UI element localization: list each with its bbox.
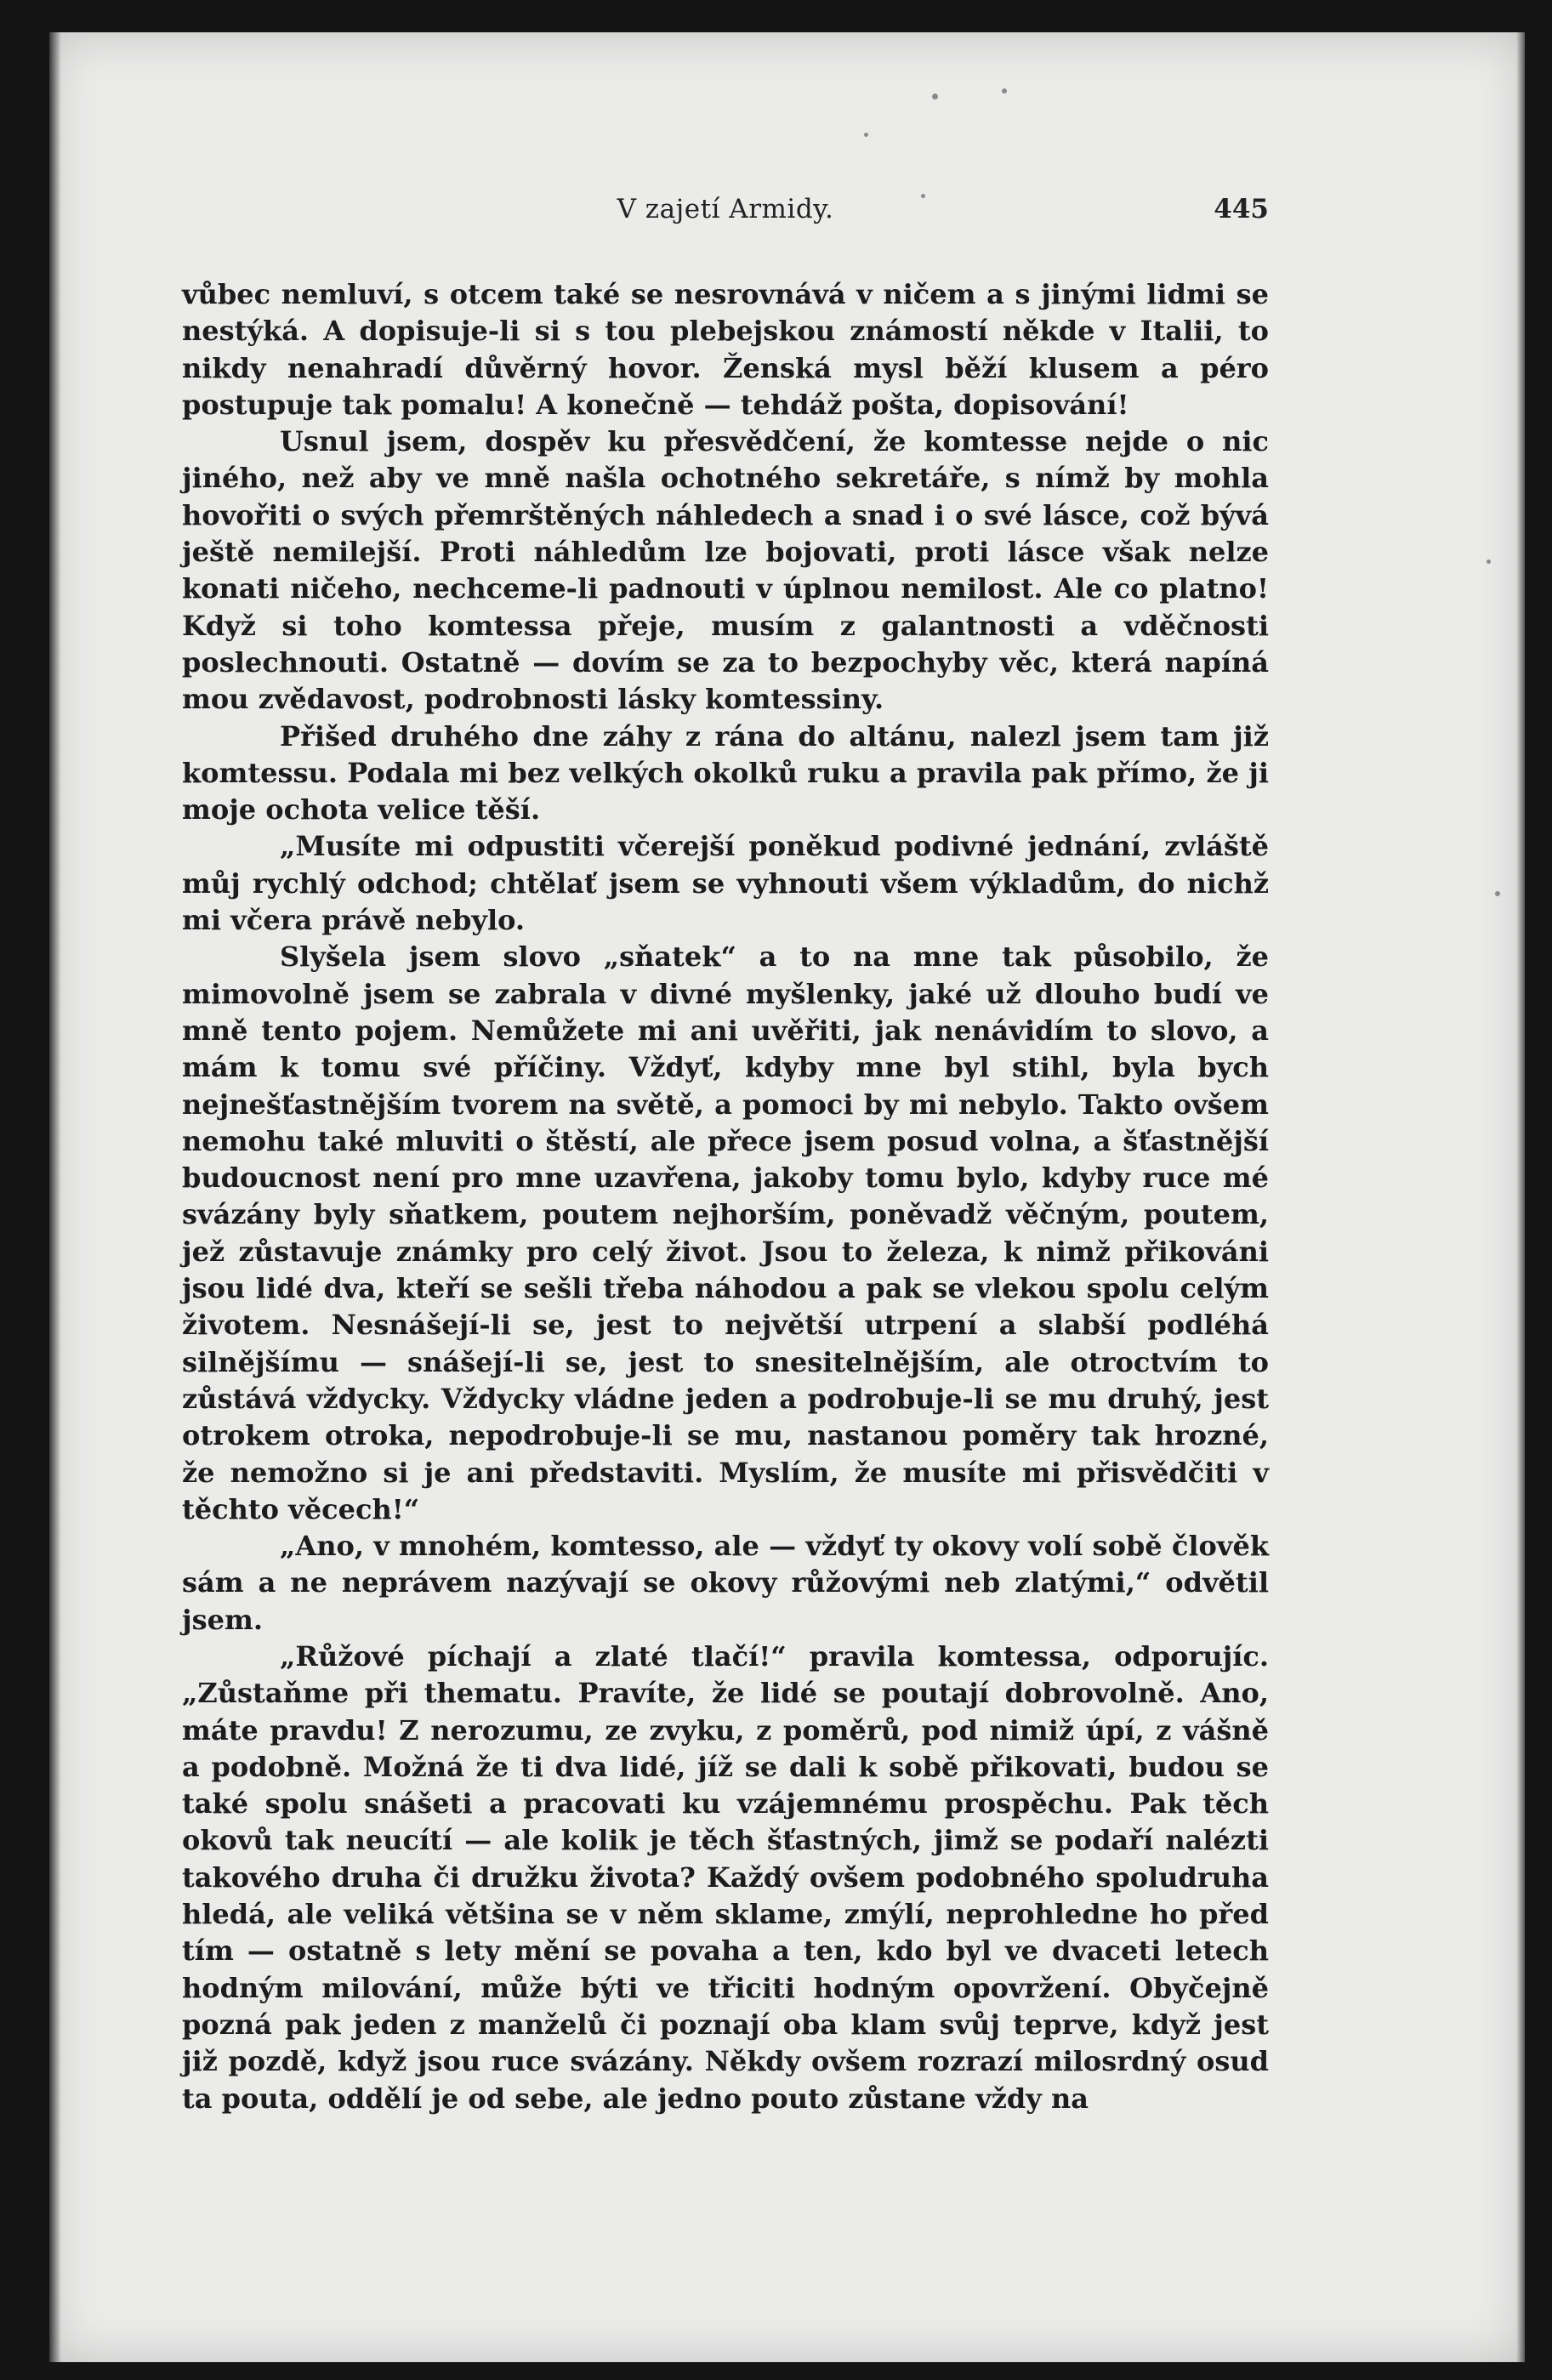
running-title: V zajetí Armidy.	[617, 194, 834, 224]
body-text	[182, 276, 1269, 2117]
paragraph: Usnul jsem, dospěv ku přesvědčení, že komtesse nejde o nic jiného, než aby ve mně našla ochotného sekretáře, s nímž by mohla hovořiti o svých přemrštěných náhledech a snad i o své lásce, což bývá ještě nemilejší. Proti náhledům lze bojovati, proti lásce však nelze konati ničeho, nechceme-li padnouti v úplnou nemilost. Ale co platno! Když si toho komtessa přeje, musím z galantnosti a vděčnosti poslechnouti. Ostatně — dovím se za to bezpochyby věc, která napíná mou zvědavost, podrobnosti lásky komtessiny.	[182, 425, 1269, 716]
page-edge-right	[1516, 32, 1525, 2362]
paragraph: Slyšela jsem slovo „sňatek“ a to na mne tak působilo, že mimovolně jsem se zabrala v divné myšlenky, jaké už dlouho budí ve mně tento pojem. Nemůžete mi ani uvěřiti, jak nenávidím to slovo, a mám k tomu své příčiny. Vždyť, kdyby mne byl stihl, byla bych nejnešťastnějším tvorem na světě, a pomoci by mi nebylo. Takto ovšem nemohu také mluviti o štěstí, ale přece jsem posud volna, a šťastnější budoucnost není pro mne uzavřena, jakoby tomu bylo, kdyby ruce mé svázány byly sňatkem, poutem nejhorším, poněvadž věčným, poutem, jež zůstavuje známky pro celý život. Jsou to železa, k nimž přikováni jsou lidé dva, kteří se sešli třeba náhodou a pak se vlekou spolu celým životem. Nesnášejí-li se, jest to největší utrpení a slabší podléhá silnějšímu — snášejí-li se, jest to snesitelnějším, ale otroctvím to zůstává vždycky. Vždycky vládne jeden a podrobuje-li se mu druhý, jest otrokem otroka, nepodrobuje-li se mu, nastanou poměry tak hrozné, že nemožno si je ani představiti. Myslím, že musíte mi přisvědčiti v těchto věcech!“	[182, 940, 1269, 1525]
paragraph: vůbec nemluví, s otcem také se nesrovnává v ničem a s jinými lidmi se nestýká. A dopisuje-li si s tou plebejskou známostí někde v Italii, to nikdy nenahradí důvěrný hovor. Ženská mysl běží klusem a péro postupuje tak pomalu! A konečně — tehdáž pošta, dopisování!	[182, 278, 1269, 421]
paragraph: „Ano, v mnohém, komtesso, ale — vždyť ty okovy volí sobě člověk sám a ne neprávem nazývají se okovy růžovými neb zlatými,“ odvětil jsem.	[182, 1530, 1269, 1636]
dust-speck	[864, 133, 868, 137]
dust-speck	[932, 94, 938, 99]
paragraph: Přišed druhého dne záhy z rána do altánu, nalezl jsem tam již komtessu. Podala mi bez velkých okolků ruku a pravila pak přímo, že ji moje ochota velice těší.	[182, 719, 1269, 826]
paragraph: „Musíte mi odpustiti včerejší poněkud podivné jednání, zvláště můj rychlý odchod; chtělať jsem se vyhnouti všem výkladům, do nichž mi včera právě nebylo.	[182, 830, 1269, 937]
page-edge-left	[49, 32, 61, 2362]
dust-speck	[1487, 559, 1491, 564]
dust-speck	[1002, 88, 1007, 94]
dust-speck	[1495, 891, 1500, 896]
page-number: 445	[1214, 194, 1269, 224]
paragraph: „Růžové píchají a zlaté tlačí!“ pravila komtessa, odporujíc. „Zůstaňme při thematu. Pravíte, že lidé se poutají dobrovolně. Ano, máte pravdu! Z nerozumu, ze zvyku, z poměrů, pod nimiž úpí, z vášně a podobně. Možná že ti dva lidé, jíž se dali k sobě přikovati, budou se také spolu snášeti a pracovati ku vzájemnému prospěchu. Pak těch okovů tak neucítí — ale kolik je těch šťastných, jimž se podaří nalézti takového druha či družku života? Každý ovšem podobného spoludruha hledá, ale veliká většina se v něm sklame, zmýlí, neprohledne ho před tím — ostatně s lety mění se povaha a ten, kdo byl ve dvaceti letech hodným milování, může býti ve třiciti hodným opovržení. Obyčejně pozná pak jeden z manželů či poznají oba klam svůj teprve, když jest již pozdě, když jsou ruce svázány. Někdy ovšem rozrazí milosrdný osud ta pouta, oddělí je od sebe, ale jedno pouto zůstane vždy na	[182, 1639, 1269, 2115]
running-header	[182, 194, 1269, 231]
